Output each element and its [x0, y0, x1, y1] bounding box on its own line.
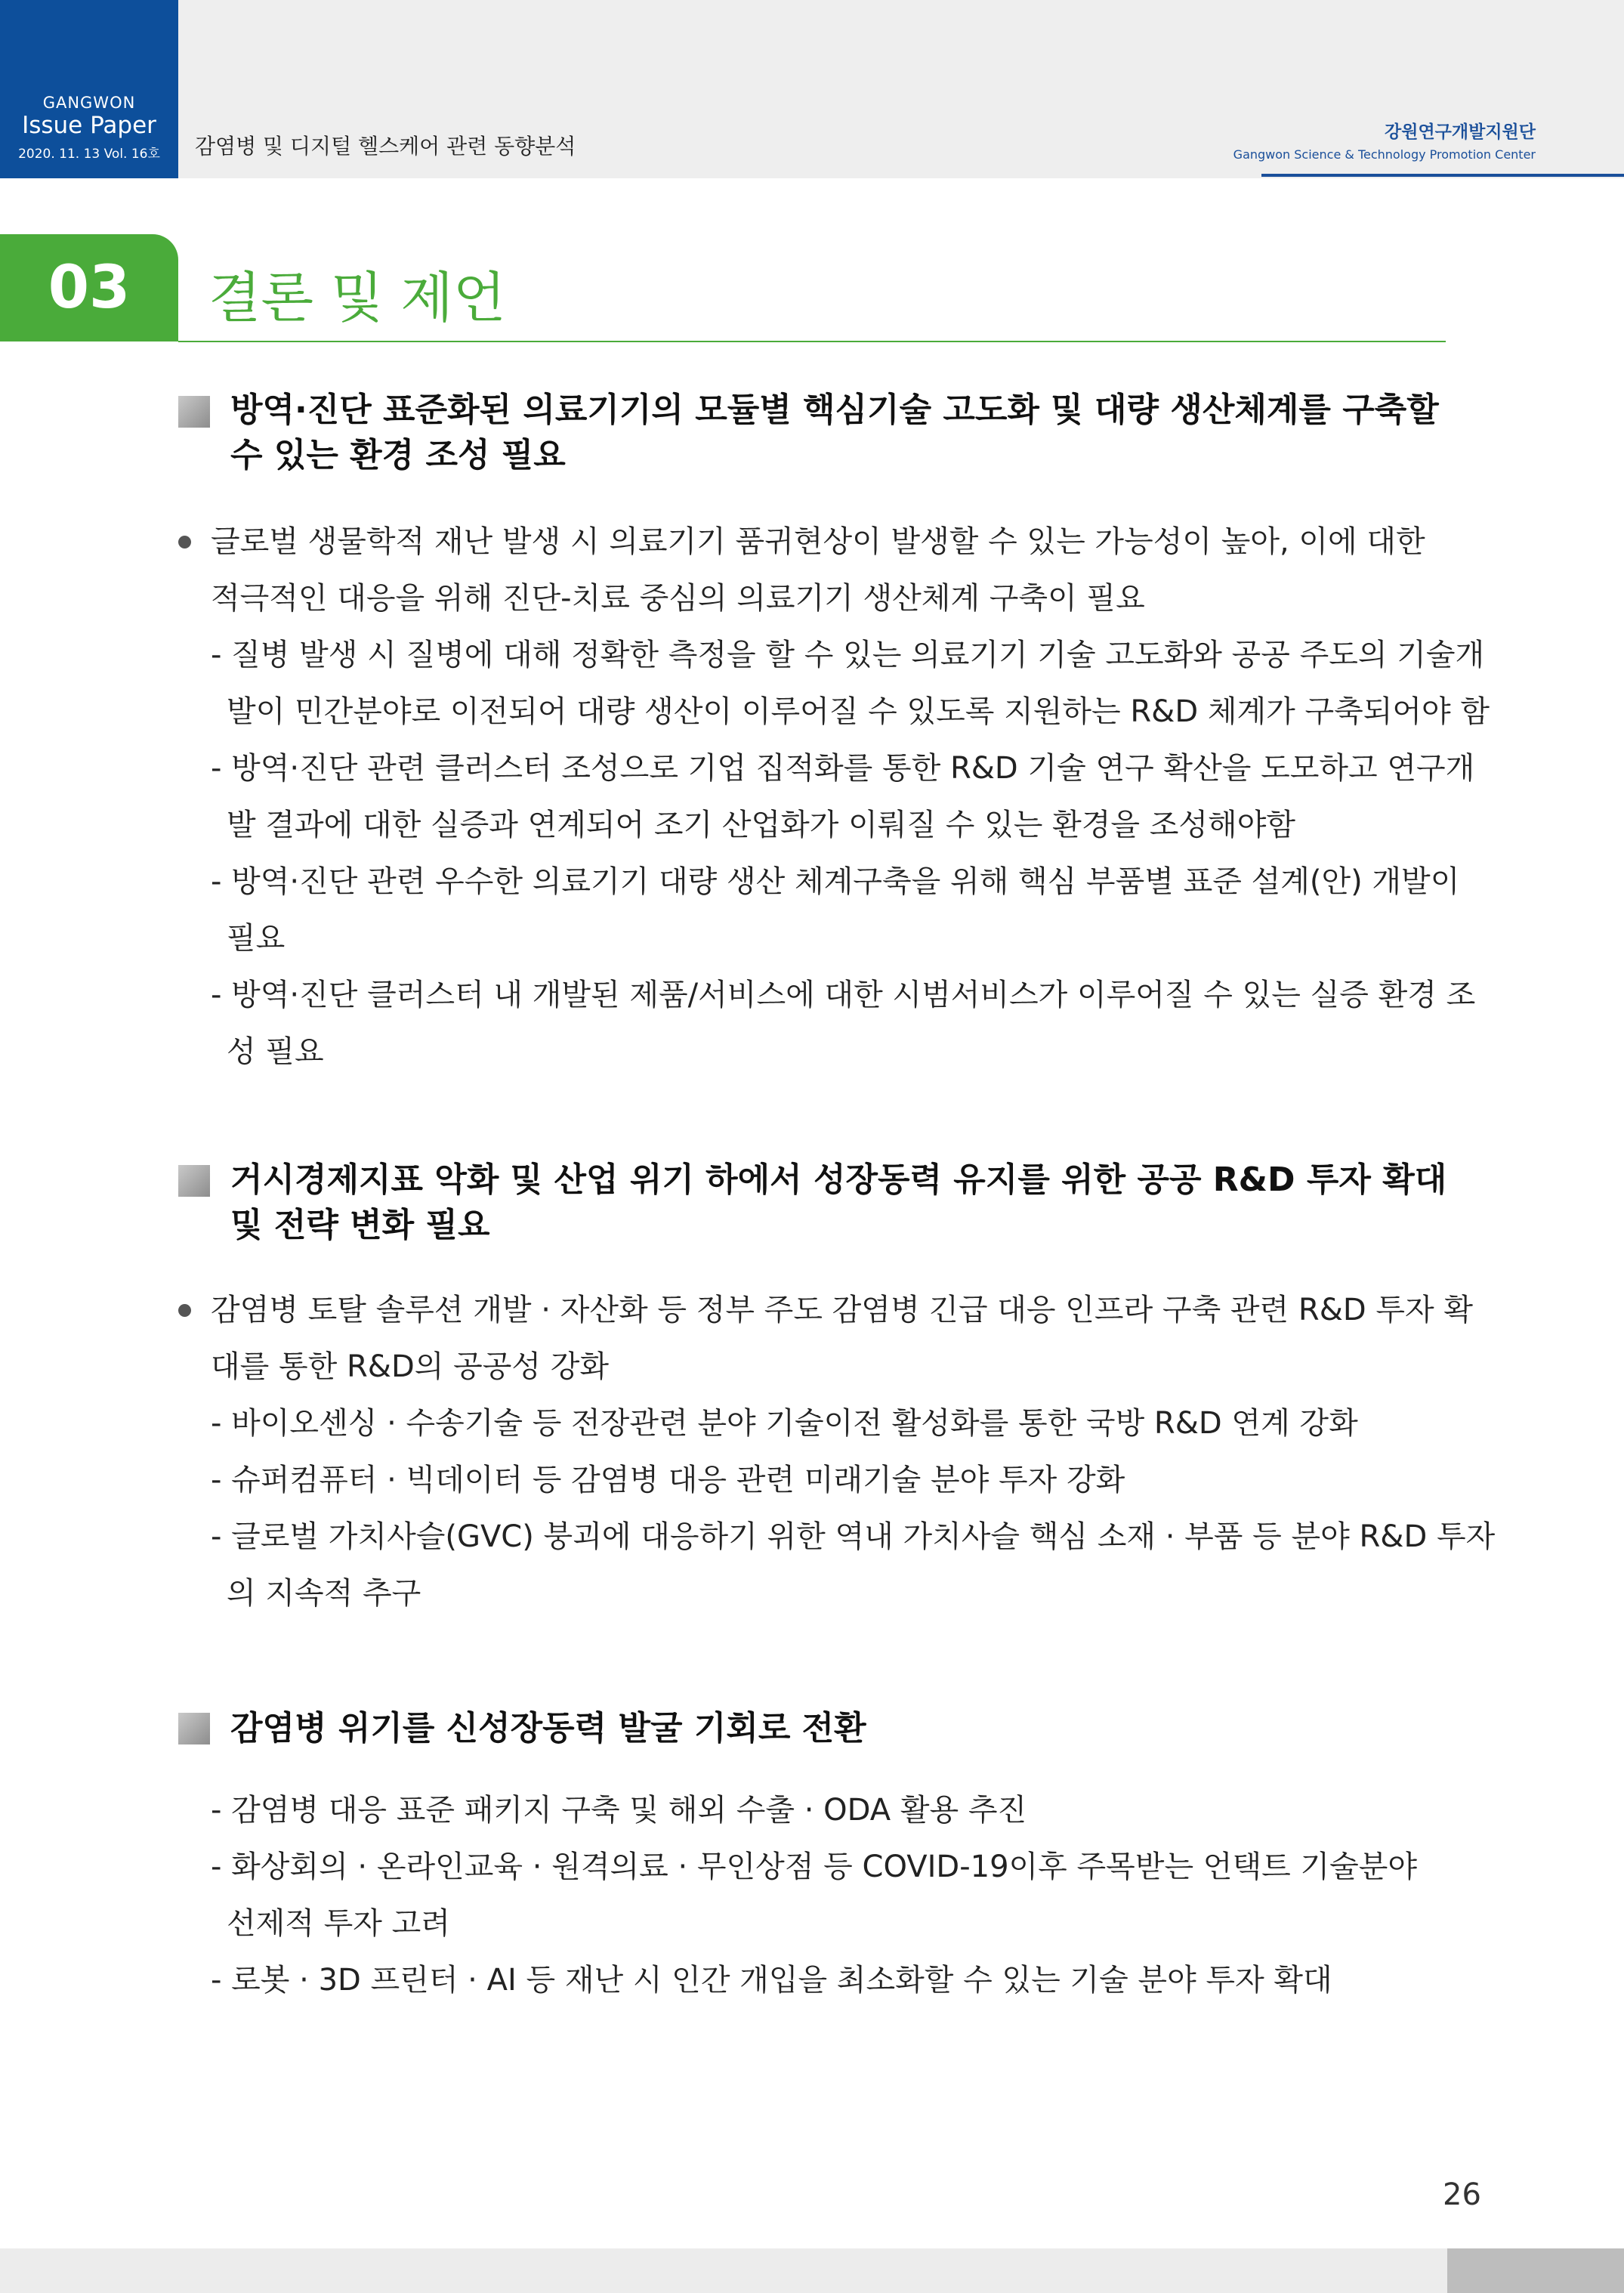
header-underline [1261, 174, 1624, 177]
square-bullet-icon [178, 396, 210, 428]
organization-name: 강원연구개발지원단 [1385, 122, 1536, 142]
sub-item-line: 발이 민간분야로 이전되어 대량 생산이 이루어질 수 있도록 지원하는 R&D 체계가 구축되어야 함 [227, 694, 1490, 729]
block1-heading-line2: 수 있는 환경 조성 필요 [230, 436, 566, 474]
issue-paper-logo [0, 0, 178, 178]
square-bullet-icon [178, 1165, 210, 1197]
brand-issue-paper: Issue Paper [22, 112, 156, 139]
paragraph-line: 감염병 토탈 솔루션 개발 · 자산화 등 정부 주도 감염병 긴급 대응 인프라 구축 관련 R&D 투자 확 [211, 1293, 1474, 1327]
section-divider [178, 341, 1446, 342]
section-number-badge [0, 234, 178, 341]
page-header [0, 0, 1624, 178]
paragraph-line: 대를 통한 R&D의 공공성 강화 [211, 1349, 610, 1384]
sub-item-line: - 질병 발생 시 질병에 대해 정확한 측정을 할 수 있는 의료기기 기술 고도화와 공공 주도의 기술개 [211, 638, 1485, 672]
footer-accent [1447, 2248, 1624, 2293]
sub-item-line: - 방역·진단 관련 우수한 의료기기 대량 생산 체계구축을 위해 핵심 부품별 표준 설계(안) 개발이 [211, 864, 1460, 899]
block3-heading-line1: 감염병 위기를 신성장동력 발굴 기회로 전환 [230, 1709, 866, 1748]
sub-item-line: - 슈퍼컴퓨터 · 빅데이터 등 감염병 대응 관련 미래기술 분야 투자 강화 [211, 1463, 1125, 1497]
page-number: 26 [1443, 2177, 1481, 2212]
sub-item-line: - 감염병 대응 표준 패키지 구축 및 해외 수출 · ODA 활용 추진 [211, 1793, 1027, 1828]
sub-item-line: 필요 [227, 921, 286, 956]
round-bullet-icon [178, 1304, 191, 1317]
sub-item-line: - 바이오센싱 · 수송기술 등 전장관련 분야 기술이전 활성화를 통한 국방 R&D 연계 강화 [211, 1406, 1358, 1441]
sub-item-line: - 화상회의 · 온라인교육 · 원격의료 · 무인상점 등 COVID-19이후 주목받는 언택트 기술분야 [211, 1850, 1417, 1884]
block3-heading [230, 1706, 1458, 1751]
sub-item-line: 발 결과에 대한 실증과 연계되어 조기 산업화가 이뤄질 수 있는 환경을 조성해야함 [227, 808, 1295, 842]
sub-item-line: 성 필요 [227, 1034, 324, 1069]
square-bullet-icon [178, 1713, 210, 1744]
organization-subtitle: Gangwon Science & Technology Promotion Center [1233, 147, 1536, 162]
sub-item-line: 선제적 투자 고려 [227, 1906, 450, 1941]
block2-heading-line2: 및 전략 변화 필요 [230, 1206, 490, 1244]
brand-date-volume: 2020. 11. 13 Vol. 16호 [18, 147, 160, 162]
paragraph-line: 글로벌 생물학적 재난 발생 시 의료기기 품귀현상이 발생할 수 있는 가능성이 높아, 이에 대한 [211, 524, 1425, 559]
brand-gangwon: GANGWON [42, 94, 136, 112]
footer-bar [0, 2248, 1624, 2293]
block2-heading [230, 1157, 1458, 1248]
block2-heading-line1: 거시경제지표 악화 및 산업 위기 하에서 성장동력 유지를 위한 공공 R&D 투자 확대 [230, 1160, 1447, 1199]
sub-item-line: - 방역·진단 클러스터 내 개발된 제품/서비스에 대한 시범서비스가 이루어질 수 있는 실증 환경 조 [211, 978, 1476, 1012]
document-title: 감염병 및 디지털 헬스케어 관련 동향분석 [195, 134, 576, 159]
round-bullet-icon [178, 536, 191, 549]
block1-heading-line1: 방역·진단 표준화된 의료기기의 모듈별 핵심기술 고도화 및 대량 생산체계를 구축할 [230, 391, 1439, 429]
section-number: 03 [48, 254, 131, 322]
sub-item-line: - 방역·진단 관련 클러스터 조성으로 기업 집적화를 통한 R&D 기술 연구 확산을 도모하고 연구개 [211, 751, 1475, 786]
sub-item-line: - 로봇 · 3D 프린터 · AI 등 재난 시 인간 개입을 최소화할 수 있는 기술 분야 투자 확대 [211, 1963, 1332, 1998]
paragraph-line: 적극적인 대응을 위해 진단-치료 중심의 의료기기 생산체계 구축이 필요 [211, 581, 1145, 616]
sub-item-line: 의 지속적 추구 [227, 1576, 421, 1611]
section-title: 결론 및 제언 [208, 266, 506, 329]
block1-heading [230, 388, 1458, 478]
sub-item-line: - 글로벌 가치사슬(GVC) 붕괴에 대응하기 위한 역내 가치사슬 핵심 소재 · 부품 등 분야 R&D 투자 [211, 1519, 1496, 1554]
